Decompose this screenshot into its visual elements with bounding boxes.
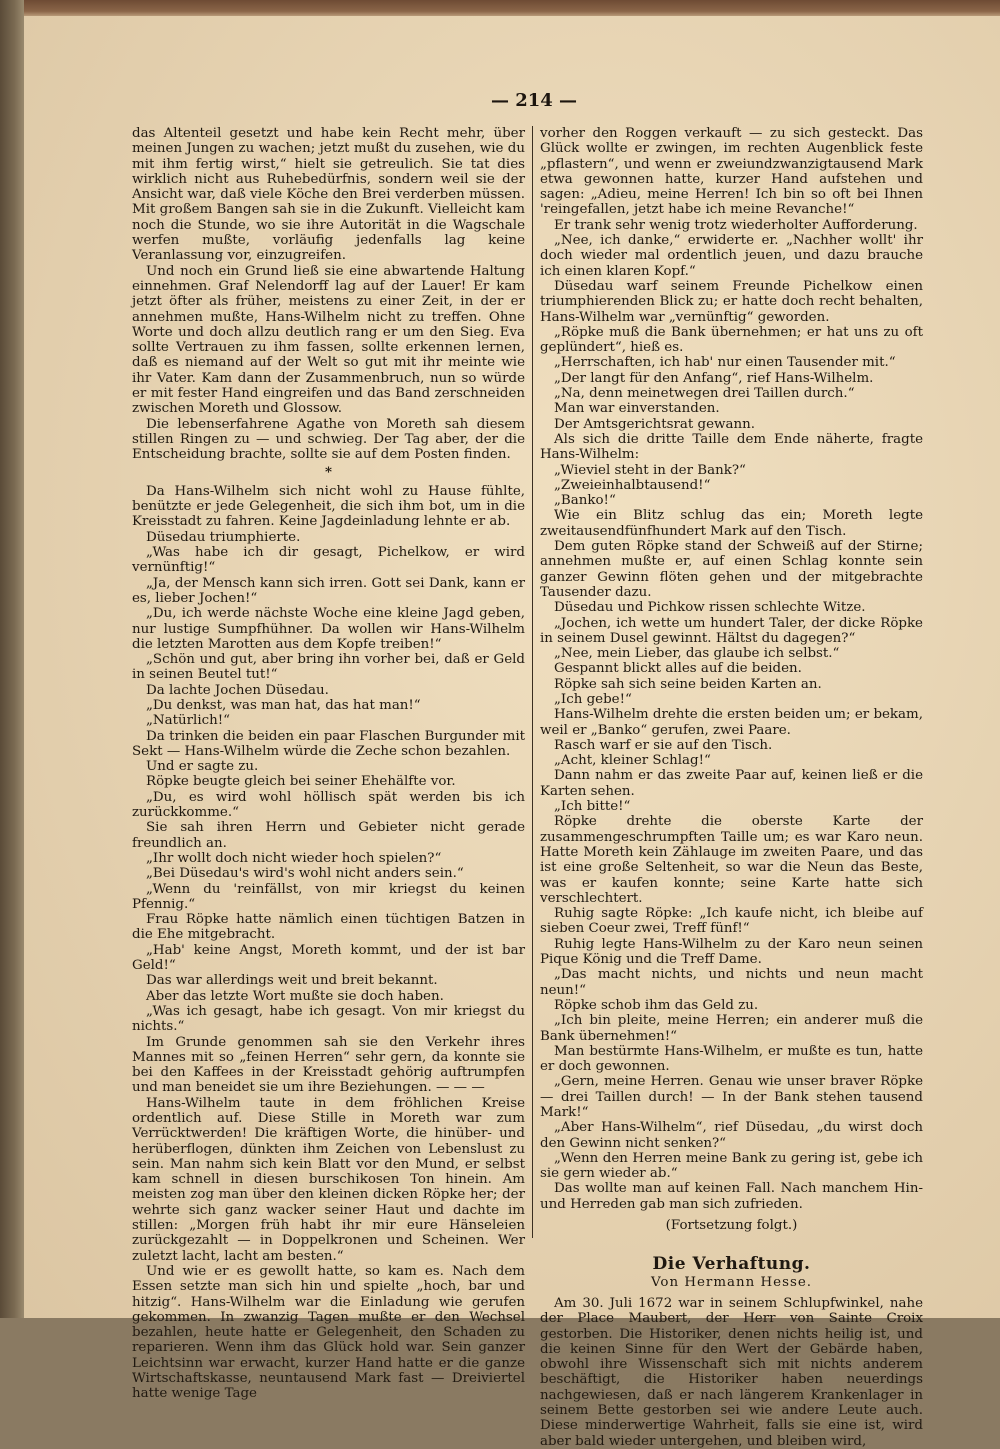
paragraph: „Was habe ich dir gesagt, Pichelkow, er wird vernünftig!“ [132, 545, 525, 576]
paragraph: „Na, denn meinetwegen drei Taillen durch.“ [554, 386, 855, 402]
paragraph: Düsedau triumphierte. [146, 529, 301, 545]
column-divider [532, 126, 533, 1238]
paragraph: Als sich die dritte Taille dem Ende näherte, fragte Hans-Wilhelm: [540, 431, 923, 463]
paragraph: Im Grunde genommen sah sie den Verkehr ihres Mannes mit so „feinen Herren“ sehr gern, da konnte sie bei den Kaffees in der Kreisstadt gehörig auftrumpfen und man beneidet sie um ihre Beziehungen. — — — [132, 1034, 525, 1096]
paragraph: „Ja, der Mensch kann sich irren. Gott sei Dank, kann er es, lieber Jochen!“ [132, 575, 525, 606]
paragraph: „Der langt für den Anfang“, rief Hans-Wilhelm. [554, 370, 874, 386]
story-paragraph: Am 30. Juli 1672 war in seinem Schlupfwinkel, nahe der Place Maubert, der Herr von Sainte Croix gestorben. Die Historiker, denen nichts heilig ist, und die keinen Sinne für den Wert der Gebärde haben, obwohl ihre Wissenschaft sich mit nichts anderem beschäftigt, die Historiker haben neuerdings nachgewiesen, daß er nach längerem Krankenlager in seinem Bette gestorben sei wie andere Leute auch. Diese minderwertige Wahrheit, falls sie eine ist, wird aber bald wieder untergehen, und bleiben wird, [540, 1295, 923, 1449]
paragraph: „Nee, mein Lieber, das glaube ich selbst.“ [554, 646, 840, 662]
paragraph: „Du, ich werde nächste Woche eine kleine Jagd geben, nur lustige Sumpfhühner. Da wollen wir Hans-Wilhelm die letzten Marotten aus dem Kopfe treiben!“ [132, 606, 525, 652]
paragraph: „Herrschaften, ich hab' nur einen Tausender mit.“ [554, 355, 896, 371]
story-author: Von Hermann Hesse. [650, 1274, 813, 1290]
paragraph: „Acht, kleiner Schlag!“ [554, 753, 711, 769]
paragraph: Da trinken die beiden ein paar Flaschen Burgunder mit Sekt — Hans-Wilhelm würde die Zeche schon bezahlen. [132, 728, 525, 759]
paragraph: „Gern, meine Herren. Genau wie unser braver Röpke — drei Taillen durch! — In der Bank stehen tausend Mark!“ [540, 1074, 923, 1120]
paragraph: Und wie er es gewollt hatte, so kam es. Nach dem Essen setzte man sich hin und spielte „hoch, bar und hitzig“. Hans-Wilhelm war die Einladung wie gerufen gekommen. In zwanzig Tagen mußte er den Wechsel bezahlen, heute hatte er Gelegenheit, den Schaden zu reparieren. Wenn ihm das Glück hold war. Sein ganzer Leichtsinn war erwacht, kurzer Hand hatte er die ganze Wirtschaftskasse, neuntausend Mark fast — Dreiviertel hatte wenige Tage [132, 1263, 525, 1402]
paragraph: „Ich bin pleite, meine Herren; ein anderer muß die Bank übernehmen!“ [540, 1013, 923, 1044]
paragraph: „Das macht nichts, und nichts und neun macht neun!“ [540, 967, 923, 998]
paragraph: „Wieviel steht in der Bank?“ [554, 462, 746, 478]
paragraph: „Hab' keine Angst, Moreth kommt, und der ist bar Geld!“ [132, 942, 525, 974]
paragraph: Düsedau warf seinem Freunde Pichelkow einen triumphierenden Blick zu; er hatte doch recht behalten, Hans-Wilhelm war „vernünftig“ geworden. [540, 278, 923, 325]
paragraph: „Röpke muß die Bank übernehmen; er hat uns zu oft geplündert“, hieß es. [540, 324, 923, 356]
paragraph: Dem guten Röpke stand der Schweiß auf der Stirne; annehmen mußte er, auf einen Schlag konnte sein ganzer Gewinn flöten gehen und der mitgebrachte Tausender dazu. [540, 539, 923, 600]
paragraph: Aber das letzte Wort mußte sie doch haben. [146, 988, 444, 1004]
book-page [24, 0, 1000, 1449]
paragraph: Ruhig legte Hans-Wilhelm zu der Karo neun seinen Pique König und die Treff Dame. [540, 936, 923, 968]
paragraph: Wie ein Blitz schlug das ein; Moreth legte zweitausendfünfhundert Mark auf den Tisch. [540, 508, 923, 539]
paragraph: Da Hans-Wilhelm sich nicht wohl zu Hause fühlte, benützte er jede Gelegenheit, die sich ihm bot, um in die Kreisstadt zu fahren. Keine Jagdeinladung lehnte er ab. [132, 483, 525, 530]
paragraph: „Schön und gut, aber bring ihn vorher bei, daß er Geld in seinen Beutel tut!“ [132, 652, 525, 683]
paragraph: „Banko!“ [554, 493, 616, 509]
paragraph: Rasch warf er sie auf den Tisch. [554, 737, 773, 753]
page-number: — 214 — [490, 90, 578, 111]
paragraph: „Aber Hans-Wilhelm“, rief Düsedau, „du wirst doch den Gewinn nicht senken?“ [540, 1120, 923, 1151]
paragraph: das Altenteil gesetzt und habe kein Recht mehr, über meinen Jungen zu wachen; jetzt mußt du zusehen, wie du mit ihm fertig wirst,“ hielt sie getreulich. Sie tat dies wirklich nicht aus Ruhebedürfnis, sondern weil sie der Ansicht war, daß viele Köche den Brei verderben müssen. Mit großem Bangen sah sie in die Zukunft. Vielleicht kam noch die Stunde, wo sie ihre Autorität in die Wagschale werfen mußte, vorläufig jedenfalls lag keine Veranlassung vor, einzugreifen. [132, 126, 525, 264]
paragraph: Und er sagte zu. [146, 759, 259, 775]
paragraph: Frau Röpke hatte nämlich einen tüchtigen Batzen in die Ehe mitgebracht. [132, 912, 525, 943]
paragraph: „Nee, ich danke,“ erwiderte er. „Nachher wollt' ihr doch wieder mal ordentlich jeuen, und dazu brauche ich einen klaren Kopf.“ [540, 233, 923, 279]
paragraph: Ruhig sagte Röpke: „Ich kaufe nicht, ich bleibe auf sieben Coeur zwei, Treff fünf!“ [540, 906, 923, 937]
page-top-edge [24, 0, 1000, 16]
paragraph: Hans-Wilhelm taute in dem fröhlichen Kreise ordentlich auf. Diese Stille in Moreth war zum Verrücktwerden! Die kräftigen Worte, die hinüber- und herüberflogen, dünkten ihm Zeichen von Lebenslust zu sein. Man nahm sich kein Blatt vor den Mund, er selbst kam schnell in diesen burschikosen Ton hinein. Am meisten zog man über den kleinen dicken Röpke her; der wehrte sich ganz wacker seiner Haut und dachte im stillen: „Morgen früh habt ihr mir eure Hänseleien zurückgezahlt — in Doppelkronen und Scheinen. Wer zuletzt lacht, lacht am besten.“ [132, 1095, 525, 1264]
paragraph: Da lachte Jochen Düsedau. [146, 682, 329, 698]
paragraph: „Was ich gesagt, habe ich gesagt. Von mir kriegst du nichts.“ [132, 1003, 525, 1035]
paragraph: „Ihr wollt doch nicht wieder hoch spielen?“ [146, 850, 442, 866]
paragraph: Düsedau und Pichkow rissen schlechte Witze. [554, 600, 866, 616]
paragraph: „Jochen, ich wette um hundert Taler, der dicke Röpke in seinem Dusel gewinnt. Hältst du dagegen?“ [540, 615, 923, 646]
paragraph: Das wollte man auf keinen Fall. Nach manchem Hin- und Herreden gab man sich zufrieden. [540, 1181, 923, 1212]
right-column [540, 126, 923, 1449]
paragraph: Sie sah ihren Herrn und Gebieter nicht gerade freundlich an. [132, 820, 525, 851]
paragraph: „Wenn den Herren meine Bank zu gering ist, gebe ich sie gern wieder ab.“ [540, 1150, 923, 1182]
paragraph: „Ich gebe!“ [554, 691, 632, 707]
paragraph: vorher den Roggen verkauft — zu sich gesteckt. Das Glück wollte er zwingen, im rechten Augenblick feste „pflastern“, und wenn er zweiundzwanzigtausend Mark etwa gewonnen hatte, kurzer Hand aufstehen und sagen: „Adieu, meine Herren! Ich bin so oft bei Ihnen 'reingefallen, jetzt habe ich meine Revanche!“ [540, 126, 923, 218]
section-separator: * [324, 463, 332, 480]
paragraph: Röpke beugte gleich bei seiner Ehehälfte vor. [146, 774, 456, 790]
paragraph: Die lebenserfahrene Agathe von Moreth sah diesem stillen Ringen zu — und schwieg. Der Tag aber, der die Entscheidung brachte, sollte sie auf dem Posten finden. [132, 416, 525, 463]
paragraph: „Du denkst, was man hat, das hat man!“ [146, 697, 421, 713]
book-binding [0, 0, 24, 1318]
paragraph: Dann nahm er das zweite Paar auf, keinen ließ er die Karten sehen. [540, 768, 923, 799]
paragraph: „Bei Düsedau's wird's wohl nicht anders sein.“ [146, 866, 464, 882]
paragraph: „Du, es wird wohl höllisch spät werden bis ich zurückkomme.“ [132, 789, 525, 821]
continuation-note: (Fortsetzung folgt.) [665, 1218, 798, 1234]
paragraph: Das war allerdings weit und breit bekannt. [146, 973, 438, 989]
paragraph: Und noch ein Grund ließ sie eine abwartende Haltung einnehmen. Graf Nelendorff lag auf der Lauer! Er kam jetzt öfter als früher, meistens zu einer Zeit, in der er annehmen mußte, Hans-Wilhelm nicht zu treffen. Ohne Worte und doch allzu deutlich rang er um den Sieg. Eva sollte Vertrauen zu ihm fassen, sollte erkennen lernen, daß es niemand auf der Welt so gut mit ihr meinte wie ihr Vater. Kam dann der Zusammenbruch, nun so würde er mit fester Hand eingreifen und das Band zerschneiden zwischen Moreth und Glossow. [132, 263, 525, 417]
paragraph: „Zweieinhalbtausend!“ [554, 477, 711, 493]
story-title: Die Verhaftung. [652, 1254, 811, 1275]
paragraph: „Natürlich!“ [146, 713, 230, 729]
paragraph: „Ich bitte!“ [554, 799, 631, 815]
paragraph: Röpke sah sich seine beiden Karten an. [554, 676, 822, 692]
paragraph: „Wenn du 'reinfällst, von mir kriegst du keinen Pfennig.“ [132, 881, 525, 912]
left-column [132, 126, 525, 1402]
paragraph: Gespannt blickt alles auf die beiden. [554, 661, 802, 677]
paragraph: Der Amtsgerichtsrat gewann. [554, 416, 755, 432]
paragraph: Man bestürmte Hans-Wilhelm, er mußte es tun, hatte er doch gewonnen. [540, 1043, 923, 1075]
paragraph: Er trank sehr wenig trotz wiederholter Aufforderung. [554, 217, 918, 233]
paragraph: Röpke schob ihm das Geld zu. [554, 997, 759, 1013]
paragraph: Röpke drehte die oberste Karte der zusammengeschrumpften Taille um; es war Karo neun. Hatte Moreth kein Zählauge im zweiten Paare, und das ist eine große Seltenheit, so war die Neun das Beste, was er kaufen konnte; seine Karte hatte sich verschlechtert. [540, 814, 923, 906]
paragraph: Hans-Wilhelm drehte die ersten beiden um; er bekam, weil er „Banko“ gerufen, zwei Paare. [540, 707, 923, 738]
paragraph: Man war einverstanden. [554, 401, 720, 417]
